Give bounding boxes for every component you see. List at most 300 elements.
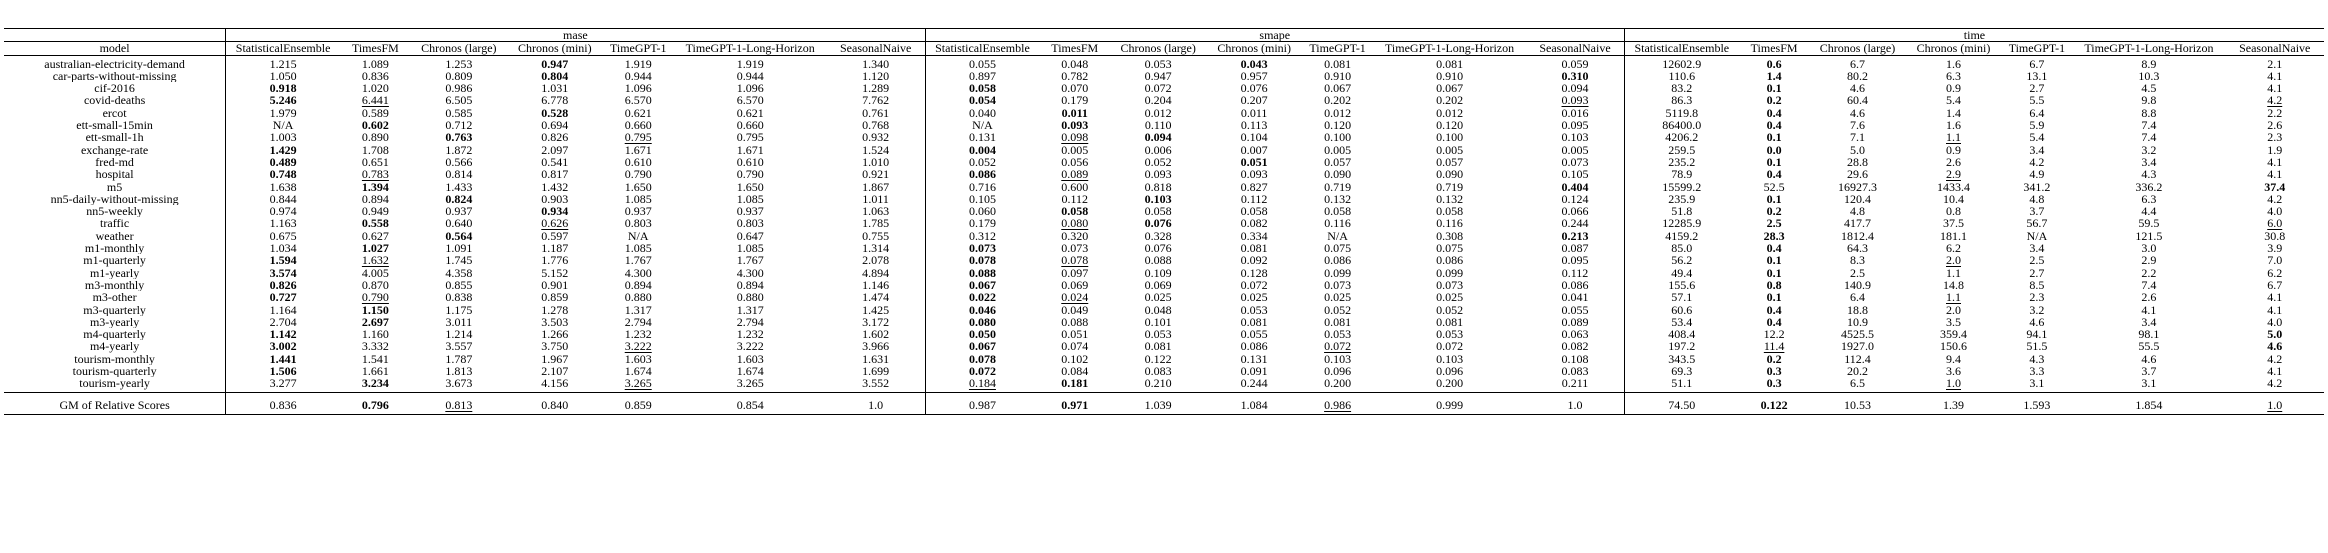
value-cell: 0.602 [361,119,389,132]
value-cell: 1.6 [1906,55,2002,70]
value-cell: 0.528 [541,106,569,120]
value-cell: 1.867 [827,181,925,193]
value-cell: 0.024 [1061,291,1089,304]
value-cell: 1.085 [624,192,652,206]
value-cell: 4.6 [2029,315,2045,329]
value-cell: 0.890 [361,131,389,144]
value-cell: 5.9 [2029,119,2045,132]
value-cell: 359.4 [1940,328,1967,341]
value-cell: 4.1 [2141,303,2157,316]
value-cell: 112.4 [1844,352,1871,366]
value-cell: 0.122 [1144,352,1172,366]
value-cell: 2.097 [541,143,569,156]
model-name-cell: traffic [4,217,226,229]
value-cell: 1.813 [445,365,473,378]
model-name-cell: tourism-monthly [4,353,226,365]
value-cell: 0.078 [968,254,996,267]
value-cell: 1.919 [674,55,827,70]
model-name-cell: car-parts-without-missing [4,70,226,82]
value-cell: 0.060 [968,205,996,218]
value-cell: 3.4 [2029,242,2045,255]
value-cell: 3.7 [2141,365,2157,378]
value-cell: 0.110 [1144,119,1172,132]
value-cell: 3.277 [269,377,297,391]
value-cell: 0.712 [445,119,473,132]
value-cell: 0.012 [1324,106,1352,120]
value-cell: 0.025 [1324,291,1352,304]
value-cell: 0.083 [1144,365,1172,378]
value-cell: 0.3 [1766,365,1782,378]
value-cell: 408.4 [1668,328,1696,341]
value-cell: 0.202 [1436,94,1464,107]
value-cell: 2.7 [2029,82,2045,95]
table-row [4,119,2324,131]
blank-header-cell [4,29,226,42]
value-cell: 60.6 [1671,303,1693,316]
value-cell: 6.570 [624,94,652,107]
value-cell: 0.103 [1144,192,1172,206]
value-cell: 1.4 [1946,106,1961,120]
value-cell: 0.122 [1739,392,1810,414]
value-cell: 0.081 [1302,55,1373,70]
value-cell: 3.265 [624,377,652,391]
value-cell: 0.937 [736,205,764,218]
value-cell: N/A [627,229,649,243]
value-cell: 4.3 [2029,352,2045,366]
value-cell: 0.803 [624,217,652,230]
value-cell: 8.8 [2141,106,2157,120]
value-cell: 56.7 [2026,217,2048,230]
value-cell: 0.947 [1144,69,1172,83]
method-header-row [4,42,2324,55]
value-cell: 11.4 [1763,340,1785,353]
value-cell: 0.768 [827,119,925,131]
value-cell: 155.6 [1668,278,1696,292]
value-cell: 0.621 [624,106,652,120]
value-cell: 1.39 [1906,392,2002,414]
value-cell: 4.0 [2267,315,2283,329]
value-cell: 0.944 [736,69,764,83]
value-cell: 37.4 [2264,180,2286,193]
model-name-cell: exchange-rate [4,144,226,156]
value-cell: 0.783 [361,168,389,181]
value-cell: 0.541 [541,155,569,169]
model-name-cell: m1-monthly [4,242,226,254]
model-name-cell: cif-2016 [4,82,226,94]
value-cell: 0.104 [1240,131,1268,144]
group-header-row [4,29,2324,42]
value-cell: 0.046 [968,303,996,316]
value-cell: 1812.4 [1841,229,1875,243]
value-cell: 336.2 [2135,180,2163,193]
value-cell: 0.880 [624,291,652,304]
value-cell: 1.034 [269,242,297,255]
value-cell: 0.100 [1436,131,1464,144]
value-cell: 4.2 [2267,192,2283,206]
value-cell: 0.005 [1324,143,1352,156]
value-cell: 0.610 [736,155,764,169]
value-cell: 0.116 [1436,217,1463,230]
value-cell: 0.007 [1240,143,1268,156]
value-cell: 140.9 [1844,278,1872,292]
model-name-cell: m5 [4,181,226,193]
value-cell: 1.767 [736,254,764,267]
value-cell: 80.2 [1847,69,1869,83]
value-cell: 3.222 [624,340,652,353]
model-name-cell: nn5-weekly [4,205,226,217]
value-cell: 0.826 [541,131,569,144]
value-cell: 1.9 [2267,143,2283,156]
value-cell: 6.7 [2002,55,2073,70]
value-cell: 0.094 [1526,82,1624,94]
method-header-mase-0: StatisticalEnsemble [226,42,340,55]
value-cell: 0.074 [1061,340,1089,353]
value-cell: 0.048 [1144,303,1172,316]
value-cell: 0.052 [1324,303,1352,316]
value-cell: 7.4 [2141,131,2157,144]
value-cell: 1.603 [624,352,652,366]
value-cell: 1.425 [827,304,925,316]
value-cell: 0.817 [541,168,569,181]
value-cell: 0.660 [736,119,764,132]
value-cell: 6.441 [361,94,389,107]
table-row [4,205,2324,217]
value-cell: 0.086 [1324,254,1352,267]
value-cell: 0.600 [1061,180,1089,193]
value-cell: 3.4 [2029,143,2045,156]
results-table-container [4,28,2324,415]
value-cell: 3.5 [1946,315,1961,329]
value-cell: 0.844 [269,192,297,206]
model-name-cell: covid-deaths [4,94,226,106]
value-cell: 0.334 [1240,229,1268,243]
value-cell: 4.8 [2029,192,2045,206]
table-row [4,377,2324,392]
value-cell: 3.7 [2029,205,2045,218]
table-row [4,168,2324,180]
value-cell: 1.767 [624,254,652,267]
value-cell: 0.103 [1526,131,1624,143]
value-cell: 0.112 [1061,192,1089,206]
value-cell: 0.489 [269,155,297,169]
value-cell: 0.090 [1436,168,1464,181]
value-cell: 69.3 [1671,365,1693,378]
table-row [4,156,2324,168]
value-cell: 2.9 [2141,254,2157,267]
method-header-mase-1: TimesFM [340,42,411,55]
value-cell: 3.2 [2141,143,2157,156]
value-cell: 1.084 [1206,392,1302,414]
value-cell: 9.8 [2141,94,2157,107]
value-cell: 0.098 [1061,131,1089,144]
value-cell: 7.4 [2141,119,2157,132]
value-cell: 0.100 [1324,131,1352,144]
value-cell: 0.058 [1324,205,1352,218]
value-cell: 2.3 [2267,131,2283,144]
table-row [4,340,2324,352]
value-cell: 0.093 [1526,94,1624,106]
value-cell: 0.057 [1436,155,1464,169]
value-cell: 4.358 [445,266,473,279]
value-cell: 0.043 [1206,55,1302,70]
value-cell: 0.4 [1766,242,1782,255]
value-cell: 0.073 [1061,242,1089,255]
value-cell: 4.9 [2029,168,2045,181]
value-cell: 52.5 [1763,180,1785,193]
value-cell: 2.2 [2141,266,2157,279]
value-cell: 0.053 [1324,328,1352,341]
value-cell: 0.827 [1240,180,1268,193]
value-cell: 1.602 [827,328,925,340]
value-cell: 3.503 [541,315,569,329]
value-cell: 4.156 [541,377,569,391]
value-cell: 0.073 [968,242,996,255]
value-cell: 0.824 [445,192,473,206]
group-header-time: time [1624,29,2324,42]
value-cell: 235.9 [1668,192,1696,206]
value-cell: 0.082 [1526,340,1624,352]
value-cell: 1.594 [269,254,297,267]
value-cell: 1.031 [541,82,569,95]
value-cell: 417.7 [1844,217,1872,230]
value-cell: 0.202 [1324,94,1352,107]
value-cell: 1.638 [269,180,297,193]
value-cell: 0.075 [1324,242,1352,255]
value-cell: 0.025 [1144,291,1172,304]
value-cell: 0.4 [1766,315,1782,329]
value-cell: 2.5 [2029,254,2045,267]
value-cell: 0.052 [1144,155,1172,169]
value-cell: 1.085 [624,242,652,255]
value-cell: 0.057 [1324,155,1352,169]
value-cell: 2.6 [2141,291,2157,304]
value-cell: 7.0 [2267,254,2283,267]
value-cell: 1.010 [827,156,925,168]
value-cell: 0.894 [624,278,652,292]
value-cell: 0.894 [361,192,389,206]
value-cell: 0.090 [1324,168,1352,181]
value-cell: 1.785 [827,217,925,229]
method-header-time-3: Chronos (mini) [1906,42,2002,55]
value-cell: 2.6 [1946,155,1961,169]
value-cell: 85.0 [1671,242,1693,255]
value-cell: 1.787 [445,352,473,366]
value-cell: 0.069 [1061,278,1089,292]
value-cell: 15599.2 [1662,180,1702,193]
value-cell: 1.708 [361,143,389,156]
value-cell: 121.5 [2135,229,2163,243]
value-cell: 1.317 [736,303,764,316]
value-cell: 0.836 [361,69,389,83]
value-cell: 0.859 [541,291,569,304]
value-cell: 1.776 [541,254,569,267]
table-row [4,291,2324,303]
value-cell: 3.574 [269,266,297,279]
value-cell: 6.4 [2029,106,2045,120]
value-cell: 0.051 [1061,328,1089,341]
value-cell: 1433.4 [1937,180,1970,193]
value-cell: 0.748 [269,168,297,181]
value-cell: 3.4 [2141,155,2157,169]
value-cell: 0.093 [1144,168,1172,181]
value-cell: 0.086 [1526,279,1624,291]
model-name-cell: fred-md [4,156,226,168]
value-cell: 0.854 [674,392,827,414]
value-cell: 0.078 [1061,254,1089,267]
value-cell: 0.099 [1436,266,1464,279]
value-cell: 0.790 [361,291,389,304]
value-cell: 4.5 [2141,82,2157,95]
value-cell: 0.937 [445,205,473,218]
value-cell: 0.184 [968,377,996,391]
value-cell: 1.541 [361,352,389,366]
value-cell: 0.0 [1766,143,1782,156]
value-cell: 0.049 [1061,303,1089,316]
value-cell: 8.3 [1850,254,1866,267]
value-cell: 3.0 [2141,242,2157,255]
table-row [4,254,2324,266]
value-cell: 0.072 [1436,340,1464,353]
value-cell: 0.051 [1240,155,1268,169]
value-cell: 0.328 [1144,229,1172,243]
value-cell: 0.716 [968,180,996,193]
value-cell: 2.107 [541,365,569,378]
value-cell: 4.2 [2267,352,2283,366]
value-cell: 0.210 [1144,377,1172,391]
value-cell: 2.6 [2267,119,2283,132]
method-header-smape-4: TimeGPT-1 [1302,42,1373,55]
value-cell: 0.081 [1240,315,1268,329]
value-cell: N/A [972,119,993,132]
value-cell: 110.6 [1668,69,1696,83]
value-cell: 0.627 [361,229,389,243]
value-cell: 0.055 [1526,304,1624,316]
value-cell: 51.5 [2026,340,2048,353]
value-cell: 3.1 [2029,377,2045,391]
value-cell: 1.4 [1766,69,1782,83]
value-cell: 0.179 [968,217,996,230]
value-cell: 1.674 [736,365,764,378]
value-cell: 0.813 [411,392,507,414]
value-cell: 2.7 [2029,266,2045,279]
value-cell: 1.603 [736,352,764,366]
value-cell: 4159.2 [1665,229,1699,243]
value-cell: 0.054 [968,94,996,107]
value-cell: 4.6 [2267,340,2283,353]
value-cell: 4.1 [2267,69,2283,83]
value-cell: 0.112 [1526,267,1624,279]
value-cell: 1.650 [624,180,652,193]
value-cell: 0.092 [1240,254,1268,267]
value-cell: 5.4 [1946,94,1961,107]
value-cell: 0.8 [1946,205,1961,218]
value-cell: 2.697 [361,315,389,329]
value-cell: 10.53 [1810,392,1906,414]
value-cell: 0.058 [1240,205,1268,218]
value-cell: 0.179 [1061,94,1089,107]
value-cell: 0.103 [1436,352,1464,366]
value-cell: 0.083 [1526,365,1624,377]
table-row [4,279,2324,291]
value-cell: 0.053 [1436,328,1464,341]
value-cell: 0.108 [1526,353,1624,365]
value-cell: 6.570 [736,94,764,107]
model-name-cell: ett-small-1h [4,131,226,143]
value-cell: 0.1 [1766,266,1782,279]
value-cell: 0.132 [1436,192,1464,206]
value-cell: 0.640 [445,217,473,230]
value-cell: 0.124 [1526,193,1624,205]
value-cell: 1.506 [269,365,297,378]
table-row [4,55,2324,70]
value-cell: 0.058 [1061,205,1089,218]
value-cell: 0.803 [736,217,764,230]
value-cell: 0.066 [1526,205,1624,217]
value-cell: 2.0 [1946,303,1961,316]
table-row [4,365,2324,377]
value-cell: 0.795 [624,131,652,144]
value-cell: 0.056 [1061,155,1089,169]
model-name-cell: nn5-daily-without-missing [4,193,226,205]
value-cell: 0.901 [541,278,569,292]
value-cell: 2.794 [736,315,764,329]
value-cell: 6.505 [445,94,473,107]
value-cell: 0.1 [1766,291,1782,304]
method-header-time-2: Chronos (large) [1810,42,1906,55]
value-cell: 1.674 [624,365,652,378]
table-row [4,328,2324,340]
value-cell: 6.2 [1946,242,1961,255]
value-cell: 1.146 [827,279,925,291]
value-cell: 6.778 [541,94,569,107]
value-cell: 13.1 [2026,69,2048,83]
value-cell: 0.016 [1526,107,1624,119]
value-cell: 0.132 [1324,192,1352,206]
value-cell: 10.4 [1943,192,1964,206]
value-cell: 150.6 [1940,340,1967,353]
value-cell: 78.9 [1671,168,1693,181]
value-cell: 0.4 [1766,106,1782,120]
value-cell: 86400.0 [1662,119,1702,132]
value-cell: 0.957 [1240,69,1268,83]
value-cell: 0.4 [1766,119,1782,132]
model-name-cell: m4-quarterly [4,328,226,340]
value-cell: 0.096 [1436,365,1464,378]
value-cell: 0.040 [968,106,996,120]
value-cell: 1.0 [1526,392,1624,414]
value-cell: 0.921 [827,168,925,180]
value-cell: 0.894 [736,278,764,292]
value-cell: 1.632 [361,254,389,267]
value-cell: 3.6 [1946,365,1961,378]
value-cell: 51.8 [1671,205,1693,218]
value-cell: 2.2 [2267,106,2283,120]
table-row [4,107,2324,119]
value-cell: 1.474 [827,291,925,303]
value-cell: 0.1 [1766,131,1782,144]
value-cell: 0.211 [1526,377,1624,392]
value-cell: 1.524 [827,144,925,156]
value-cell: 1.6 [1946,119,1961,132]
value-cell: 0.011 [1061,106,1088,120]
value-cell: 4.1 [2267,365,2283,378]
value-cell: 0.213 [1526,230,1624,242]
value-cell: 4.894 [827,267,925,279]
value-cell: 6.5 [1850,377,1866,391]
value-cell: 0.947 [507,55,603,70]
value-cell: 0.840 [507,392,603,414]
value-cell: 0.053 [1144,328,1172,341]
